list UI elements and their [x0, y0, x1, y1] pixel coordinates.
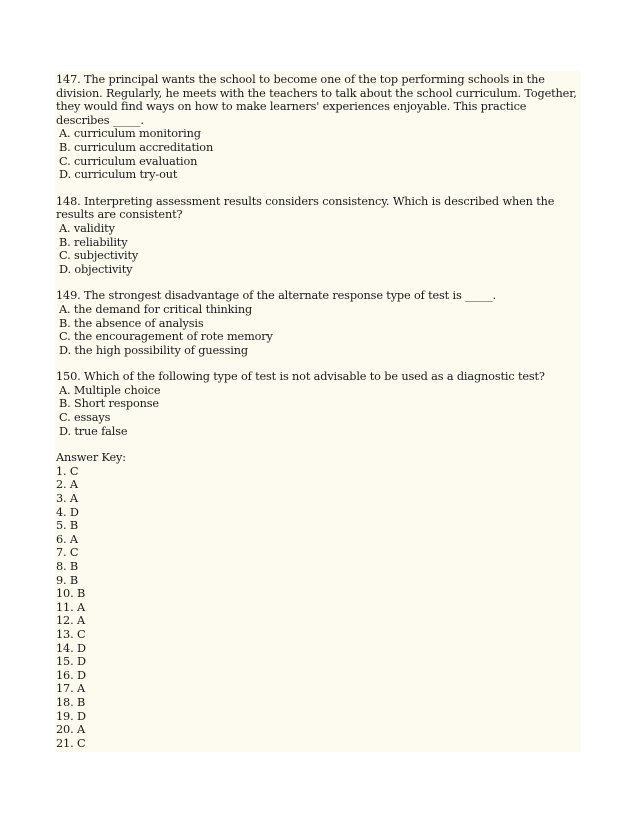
- answer-key-item: 10. B: [56, 587, 86, 601]
- option-a: A. the demand for critical thinking: [59, 302, 253, 316]
- option-a: A. Multiple choice: [59, 383, 161, 397]
- answer-key-item: 18. B: [56, 695, 86, 709]
- answer-key-item: 5. B: [56, 519, 79, 533]
- answer-key-item: 21. C: [56, 736, 86, 750]
- answer-key-title: Answer Key:: [56, 451, 126, 465]
- option-a: A. curriculum monitoring: [59, 127, 201, 141]
- answer-key-item: 2. A: [56, 478, 78, 492]
- answer-key: [56, 451, 581, 750]
- answer-key-item: 17. A: [56, 682, 85, 696]
- document-content: [55, 71, 581, 752]
- answer-key-item: 13. C: [56, 627, 86, 641]
- option-b: B. curriculum accreditation: [59, 140, 214, 154]
- question-150: [56, 370, 581, 438]
- answer-key-item: 20. A: [56, 723, 85, 737]
- option-c: C. essays: [59, 411, 111, 425]
- option-d: D. curriculum try-out: [59, 168, 178, 182]
- question-text: 150. Which of the following type of test is not advisable to be used as a diagnostic test?: [56, 370, 545, 384]
- option-b: B. Short response: [59, 397, 159, 411]
- answer-key-item: 14. D: [56, 641, 86, 655]
- option-c: C. curriculum evaluation: [59, 154, 198, 168]
- answer-key-item: 4. D: [56, 505, 79, 519]
- question-text: 147. The principal wants the school to become one of the top performing schools in the division. Regularly, he meets with the teachers to talk about the school curriculum. Together, they would find ways on how to make learners' experiences enjoyable. This practice describes _____.: [56, 73, 577, 127]
- question-149: [56, 289, 581, 357]
- option-d: D. objectivity: [59, 262, 133, 276]
- answer-key-item: 19. D: [56, 709, 86, 723]
- answer-key-item: 1. C: [56, 464, 79, 478]
- question-148: [56, 195, 581, 277]
- answer-key-item: 15. D: [56, 655, 86, 669]
- option-b: B. the absence of analysis: [59, 316, 204, 330]
- option-b: B. reliability: [59, 235, 128, 249]
- answer-key-item: 6. A: [56, 532, 78, 546]
- answer-key-item: 11. A: [56, 600, 85, 614]
- question-text: 148. Interpreting assessment results considers consistency. Which is described when the results are consistent?: [56, 194, 555, 222]
- answer-key-item: 12. A: [56, 614, 85, 628]
- answer-key-item: 16. D: [56, 668, 86, 682]
- question-text: 149. The strongest disadvantage of the alternate response type of test is _____.: [56, 289, 496, 303]
- option-d: D. the high possibility of guessing: [59, 343, 248, 357]
- option-c: C. subjectivity: [59, 249, 139, 263]
- answer-key-list: [56, 465, 581, 750]
- answer-key-item: 9. B: [56, 573, 79, 587]
- option-d: D. true false: [59, 424, 128, 438]
- answer-key-item: 3. A: [56, 492, 78, 506]
- answer-key-item: 8. B: [56, 560, 79, 573]
- answer-key-item: 7. C: [56, 546, 79, 560]
- option-c: C. the encouragement of rote memory: [59, 330, 273, 344]
- option-a: A. validity: [59, 221, 115, 235]
- question-147: [56, 73, 581, 182]
